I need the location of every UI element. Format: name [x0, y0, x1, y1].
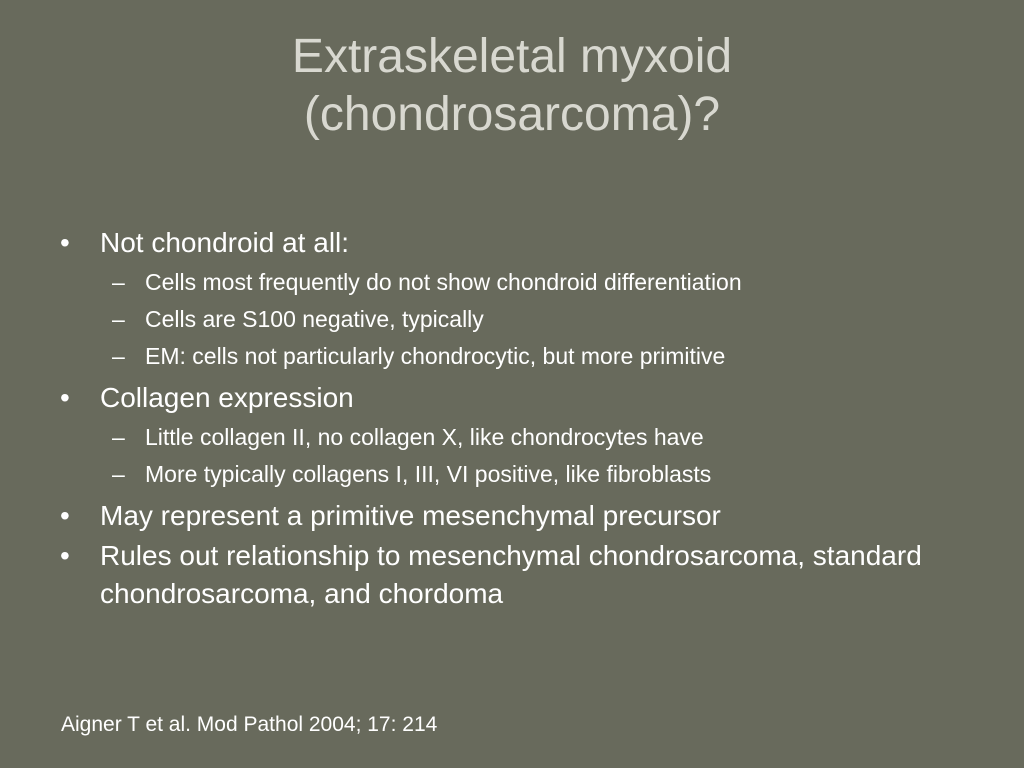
- sub-item: [58, 456, 988, 493]
- sub-list-2: [58, 419, 988, 493]
- bullet-list: [58, 224, 988, 615]
- sub-item-text: Cells most frequently do not show chondroid differentiation: [145, 269, 742, 295]
- title-line-2: (chondrosarcoma)?: [303, 88, 721, 141]
- bullet-item-2: [58, 379, 988, 417]
- bullet-item-3: [58, 497, 988, 535]
- sub-item: [58, 264, 988, 301]
- sub-item-text: More typically collagens I, III, VI positive, like fibroblasts: [145, 461, 712, 487]
- dash-icon: –: [112, 343, 125, 369]
- bullet-icon: •: [60, 382, 70, 413]
- citation: Aigner T et al. Mod Pathol 2004; 17: 214: [61, 713, 438, 736]
- sub-item: [58, 301, 988, 338]
- bullet-item-1: [58, 224, 988, 262]
- sub-list-1: [58, 264, 988, 375]
- dash-icon: –: [112, 424, 125, 450]
- bullet-icon: •: [60, 227, 70, 258]
- bullet-text: Rules out relationship to mesenchymal chondrosarcoma, standard chondrosarcoma, and chordoma: [100, 540, 922, 609]
- bullet-item-4: [58, 537, 988, 613]
- bullet-text: May represent a primitive mesenchymal precursor: [100, 500, 721, 531]
- bullet-icon: •: [60, 500, 70, 531]
- dash-icon: –: [112, 269, 125, 295]
- sub-item-text: EM: cells not particularly chondrocytic, but more primitive: [145, 343, 726, 369]
- dash-icon: –: [112, 306, 125, 332]
- sub-item: [58, 338, 988, 375]
- bullet-text: Collagen expression: [100, 382, 354, 413]
- slide-title: [0, 28, 1024, 144]
- dash-icon: –: [112, 461, 125, 487]
- sub-item-text: Little collagen II, no collagen X, like chondrocytes have: [145, 424, 704, 450]
- sub-item-text: Cells are S100 negative, typically: [145, 306, 484, 332]
- bullet-text: Not chondroid at all:: [100, 227, 350, 258]
- title-line-1: Extraskeletal myxoid: [291, 30, 733, 83]
- bullet-icon: •: [60, 540, 70, 571]
- sub-item: [58, 419, 988, 456]
